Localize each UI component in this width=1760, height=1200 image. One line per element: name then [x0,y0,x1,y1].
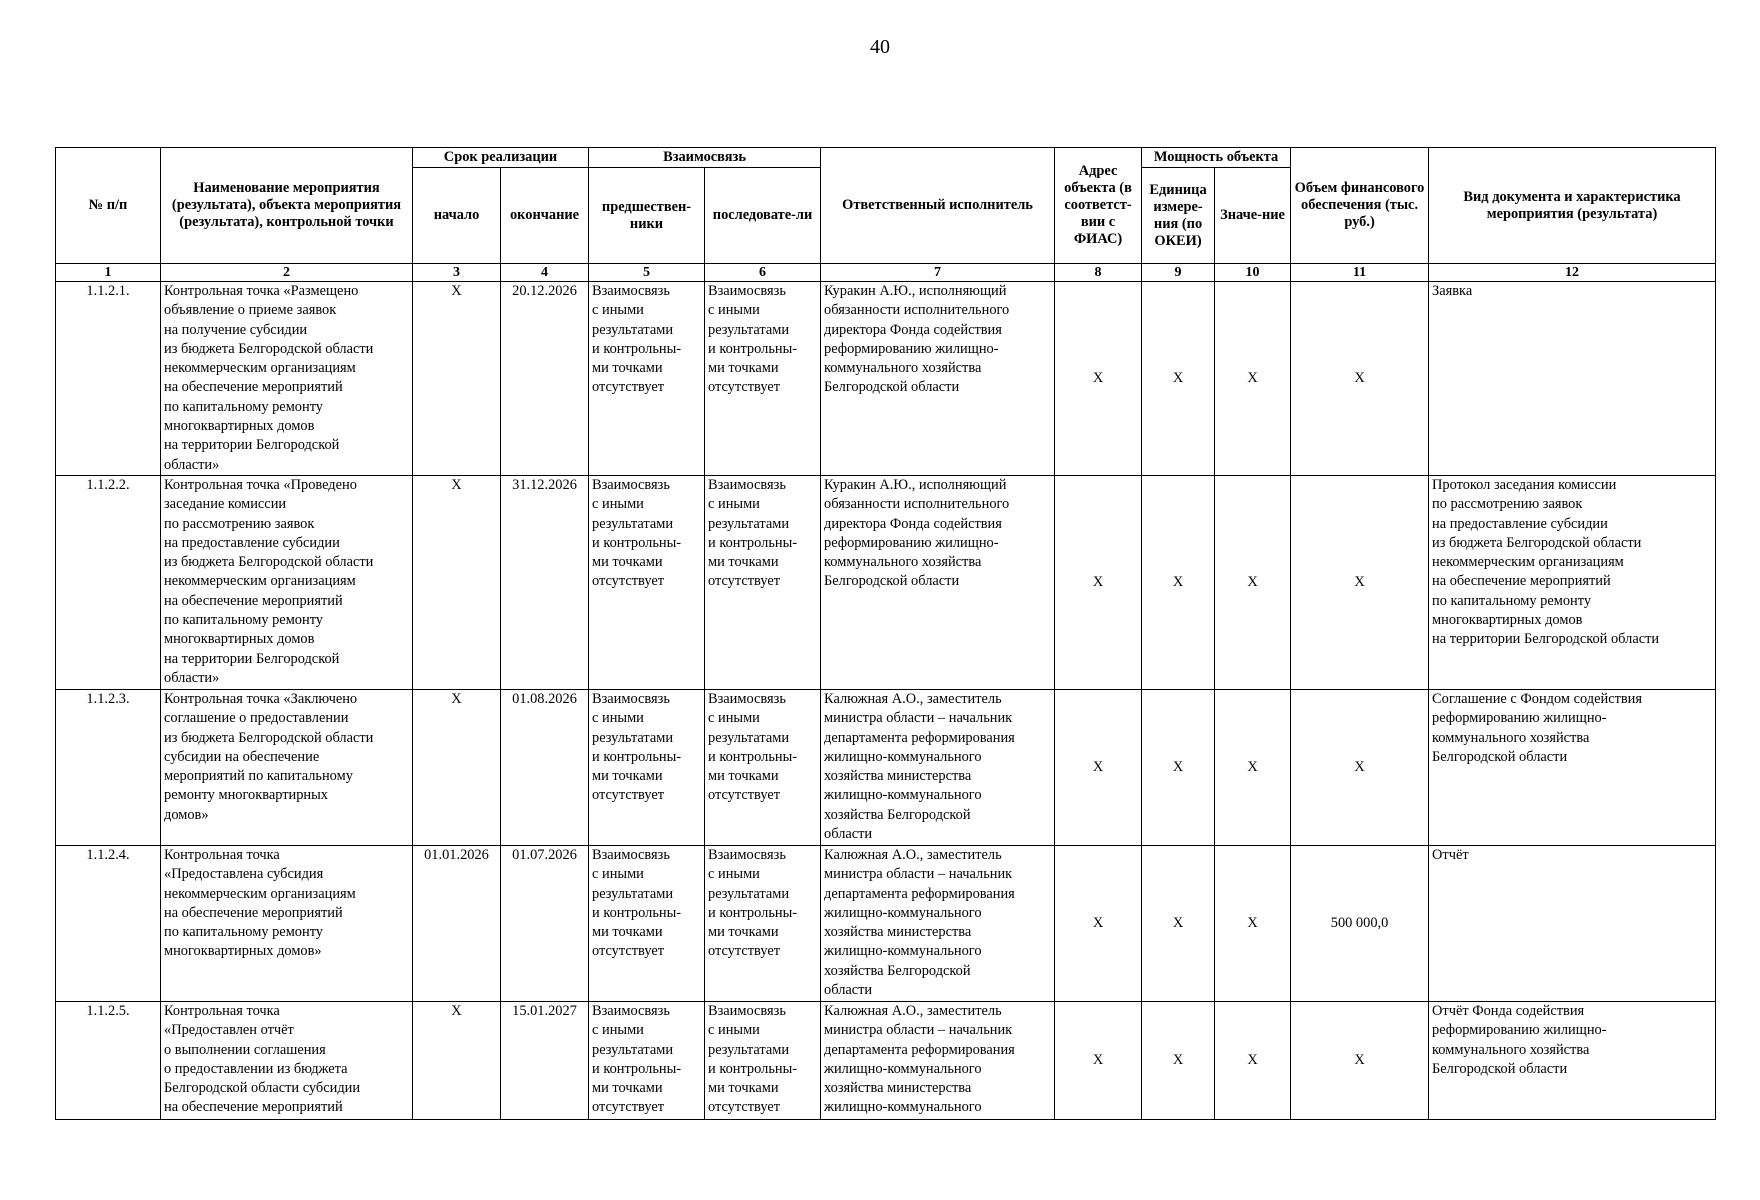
row-value: X [1215,475,1291,689]
row-address: X [1055,282,1142,476]
header-end: окончание [501,168,589,264]
control-points-table [55,147,1716,1120]
row-name: Контрольная точка «Заключено соглашение о предоставлении из бюджета Белгородской области субсидии на обеспечение мероприятий по капитальному ремонту многоквартирных домов» [161,689,413,845]
row-number: 1.1.2.4. [56,845,161,1001]
row-end: 01.08.2026 [501,689,589,845]
row-successors: Взаимосвязь с иными результатами и контрольны- ми точками отсутствует [705,689,821,845]
row-successors: Взаимосвязь с иными результатами и контрольны- ми точками отсутствует [705,282,821,476]
row-funding: 500 000,0 [1291,845,1429,1001]
row-predecessors: Взаимосвязь с иными результатами и контрольны- ми точками отсутствует [589,845,705,1001]
column-number: 9 [1142,264,1215,282]
row-doc-type: Заявка [1429,282,1716,476]
header-predecessors: предшествен-ники [589,168,705,264]
table-row [56,1001,1716,1119]
row-end: 01.07.2026 [501,845,589,1001]
column-number: 12 [1429,264,1716,282]
row-successors: Взаимосвязь с иными результатами и контрольны- ми точками отсутствует [705,475,821,689]
header-period: Срок реализации [413,148,589,168]
row-end: 31.12.2026 [501,475,589,689]
row-unit: X [1142,689,1215,845]
header-address: Адрес объекта (в соответст-вии с ФИАС) [1055,148,1142,264]
row-start: X [413,689,501,845]
row-unit: X [1142,1001,1215,1119]
row-doc-type: Отчёт Фонда содействия реформированию жилищно- коммунального хозяйства Белгородской области [1429,1001,1716,1119]
row-number: 1.1.2.3. [56,689,161,845]
column-number: 6 [705,264,821,282]
row-funding: X [1291,282,1429,476]
table-row [56,475,1716,689]
header-relation: Взаимосвязь [589,148,821,168]
row-predecessors: Взаимосвязь с иными результатами и контрольны- ми точками отсутствует [589,689,705,845]
table-row [56,282,1716,476]
header-doc-type: Вид документа и характеристика мероприятия (результата) [1429,148,1716,264]
row-funding: X [1291,475,1429,689]
row-name: Контрольная точка «Предоставлена субсидия некоммерческим организациям на обеспечение мероприятий по капитальному ремонту многоквартирных домов» [161,845,413,1001]
column-number: 7 [821,264,1055,282]
row-executor: Калюжная А.О., заместитель министра области – начальник департамента реформирования жилищно-коммунального хозяйства министерства жилищно-коммунального [821,1001,1055,1119]
header-executor: Ответственный исполнитель [821,148,1055,264]
row-executor: Калюжная А.О., заместитель министра области – начальник департамента реформирования жилищно-коммунального хозяйства министерства жилищно-коммунального хозяйства Белгородской области [821,689,1055,845]
row-executor: Куракин А.Ю., исполняющий обязанности исполнительного директора Фонда содействия реформированию жилищно- коммунального хозяйства Белгородской области [821,475,1055,689]
row-value: X [1215,282,1291,476]
column-number: 11 [1291,264,1429,282]
column-number: 4 [501,264,589,282]
row-unit: X [1142,845,1215,1001]
row-start: X [413,475,501,689]
row-funding: X [1291,689,1429,845]
header-capacity: Мощность объекта [1142,148,1291,168]
header-successors: последовате-ли [705,168,821,264]
row-unit: X [1142,475,1215,689]
column-number: 3 [413,264,501,282]
row-number: 1.1.2.2. [56,475,161,689]
row-predecessors: Взаимосвязь с иными результатами и контрольны- ми точками отсутствует [589,282,705,476]
row-predecessors: Взаимосвязь с иными результатами и контрольны- ми точками отсутствует [589,1001,705,1119]
row-end: 20.12.2026 [501,282,589,476]
row-value: X [1215,845,1291,1001]
row-predecessors: Взаимосвязь с иными результатами и контрольны- ми точками отсутствует [589,475,705,689]
column-number: 10 [1215,264,1291,282]
row-address: X [1055,475,1142,689]
table-row [56,845,1716,1001]
row-value: X [1215,1001,1291,1119]
row-address: X [1055,845,1142,1001]
row-successors: Взаимосвязь с иными результатами и контрольны- ми точками отсутствует [705,845,821,1001]
row-value: X [1215,689,1291,845]
row-start: 01.01.2026 [413,845,501,1001]
row-executor: Калюжная А.О., заместитель министра области – начальник департамента реформирования жилищно-коммунального хозяйства министерства жилищно-коммунального хозяйства Белгородской области [821,845,1055,1001]
row-start: X [413,282,501,476]
row-address: X [1055,689,1142,845]
row-name: Контрольная точка «Предоставлен отчёт о выполнении соглашения о предоставлении из бюджета Белгородской области субсидии на обеспечение мероприятий [161,1001,413,1119]
column-numbers-row [56,264,1716,282]
row-name: Контрольная точка «Проведено заседание комиссии по рассмотрению заявок на предоставление субсидии из бюджета Белгородской области некоммерческим организациям на обеспечение мероприятий по капитальному ремонту многоквартирных домов на территории Белгородской области» [161,475,413,689]
header-funding: Объем финансового обеспечения (тыс. руб.) [1291,148,1429,264]
table-row [56,689,1716,845]
row-start: X [413,1001,501,1119]
row-name: Контрольная точка «Размещено объявление о приеме заявок на получение субсидии из бюджета Белгородской области некоммерческим организациям на обеспечение мероприятий по капитальному ремонту многоквартирных домов на территории Белгородской области» [161,282,413,476]
column-number: 2 [161,264,413,282]
row-unit: X [1142,282,1215,476]
page-number: 40 [870,36,890,58]
header-num: № п/п [56,148,161,264]
row-funding: X [1291,1001,1429,1119]
row-address: X [1055,1001,1142,1119]
row-number: 1.1.2.5. [56,1001,161,1119]
table-header [56,148,1716,282]
column-number: 5 [589,264,705,282]
row-number: 1.1.2.1. [56,282,161,476]
column-number: 1 [56,264,161,282]
row-executor: Куракин А.Ю., исполняющий обязанности исполнительного директора Фонда содействия реформированию жилищно- коммунального хозяйства Белгородской области [821,282,1055,476]
header-value: Значе-ние [1215,168,1291,264]
row-end: 15.01.2027 [501,1001,589,1119]
header-name: Наименование мероприятия (результата), объекта мероприятия (результата), контрольной точки [161,148,413,264]
row-doc-type: Соглашение с Фондом содействия реформированию жилищно- коммунального хозяйства Белгородской области [1429,689,1716,845]
row-doc-type: Протокол заседания комиссии по рассмотрению заявок на предоставление субсидии из бюджета Белгородской области некоммерческим организациям на обеспечение мероприятий по капитальному ремонту многоквартирных домов на территории Белгородской области [1429,475,1716,689]
row-successors: Взаимосвязь с иными результатами и контрольны- ми точками отсутствует [705,1001,821,1119]
row-doc-type: Отчёт [1429,845,1716,1001]
column-number: 8 [1055,264,1142,282]
header-start: начало [413,168,501,264]
header-unit: Единица измере-ния (по ОКЕИ) [1142,168,1215,264]
